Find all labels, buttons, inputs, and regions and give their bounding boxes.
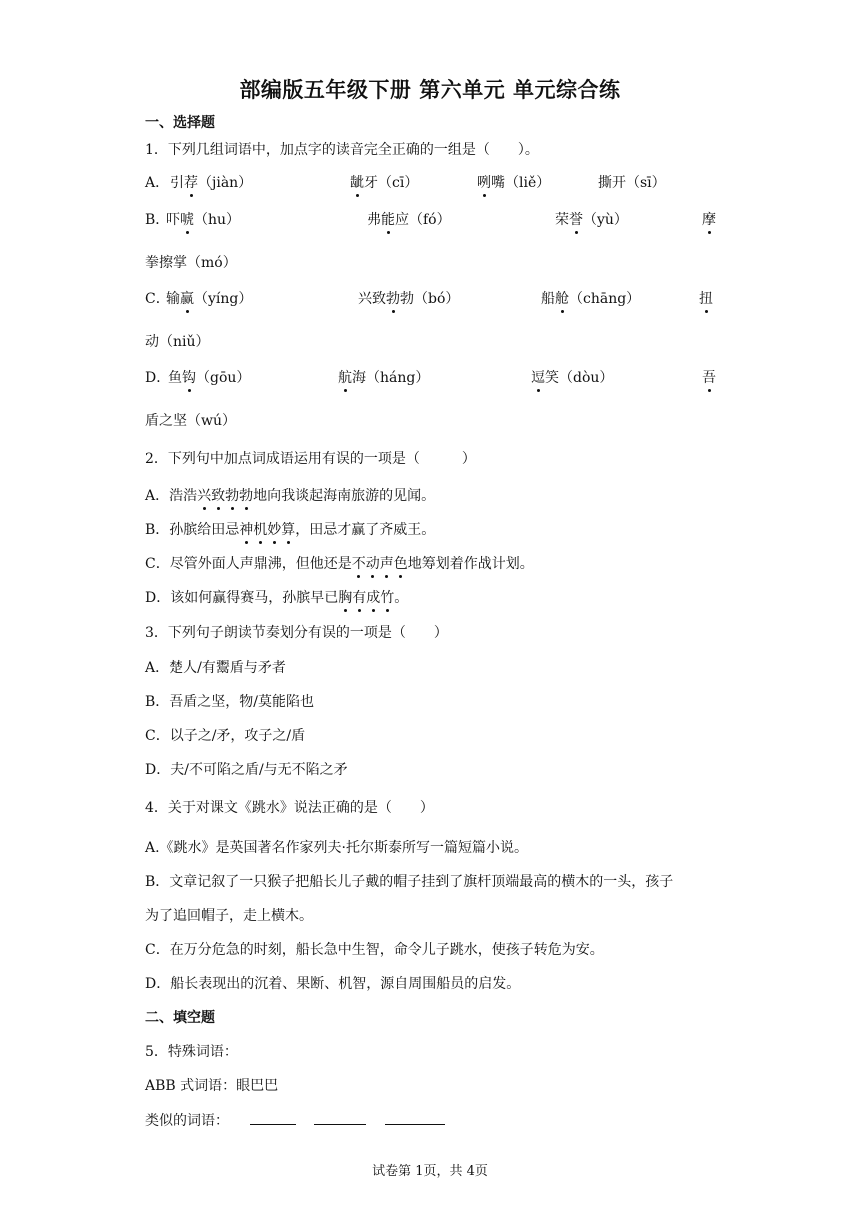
question-5-similar-row (145, 1110, 459, 1131)
option-word: 引荐（jiàn） (170, 175, 253, 191)
dotted-char: 成 (366, 590, 381, 606)
option-word: 龇牙（cī） (350, 175, 419, 191)
dotted-char: 机 (253, 522, 268, 538)
question-2-stem: 2．下列句中加点词成语运用有误的一项是（ ） (145, 451, 476, 467)
dotted-char: 勃 (225, 488, 240, 504)
question-4-option-b-continued: 为了追回帽子，走上横木。 (145, 908, 313, 924)
answer-blank-3[interactable] (385, 1110, 445, 1125)
option-word-continued: 动（niǔ） (145, 334, 210, 350)
option-word (702, 210, 716, 230)
dotted-char: 神 (239, 522, 254, 538)
page-footer: 试卷第 1页，共 4页 (372, 1164, 488, 1179)
option-word-continued: 拳擦掌（mó） (145, 255, 237, 271)
option-word: 兴致勃勃（bó） (358, 291, 460, 307)
option-word: 输赢（yíng） (166, 291, 253, 307)
question-3-stem: 3．下列句子朗读节奏划分有误的一项是（ ） (145, 625, 448, 641)
question-2-option-b: B．孙膑给田忌神机妙算，田忌才赢了齐威王。 (145, 522, 436, 538)
dotted-char: 龇 (350, 175, 364, 191)
answer-blank-2[interactable] (314, 1110, 366, 1125)
dotted-char: 算 (281, 522, 296, 538)
dotted-char: 勃 (239, 488, 254, 504)
dotted-char: 唬 (180, 212, 194, 228)
option-label: C． (145, 291, 170, 307)
option-word (702, 368, 716, 388)
page-title: 部编版五年级下册 第六单元 单元综合练 (239, 78, 621, 102)
section-heading-fill: 二、填空题 (145, 1010, 215, 1026)
dotted-char: 色 (393, 556, 408, 572)
dotted-char: 赢 (180, 291, 194, 307)
question-5-abb: ABB 式词语：眼巴巴 (145, 1078, 279, 1094)
dotted-char: 荐 (184, 175, 198, 191)
question-4-option-c: C．在万分危急的时刻，船长急中生智，命令儿子跳水，使孩子转危为安。 (145, 942, 604, 958)
dotted-char: 钩 (182, 370, 196, 386)
dotted-idiom (197, 488, 253, 504)
dotted-char: 兴 (197, 488, 212, 504)
question-4-option-b: B．文章记叙了一只猴子把船长儿子戴的帽子挂到了旗杆顶端最高的横木的一头，孩子 (145, 874, 674, 890)
dotted-char: 勃 (386, 291, 400, 307)
dotted-char: 胸 (338, 590, 353, 606)
option-word: 逗笑（dòu） (531, 370, 614, 386)
option-word: 撕开（sī） (598, 175, 666, 191)
dotted-idiom (239, 522, 295, 538)
option-word-continued: 盾之坚（wú） (145, 413, 236, 429)
question-1-stem: 1．下列几组词语中，加点字的读音完全正确的一组是（ ）。 (145, 142, 539, 158)
dotted-char: 逗 (531, 370, 545, 386)
question-2-option-a: A．浩浩兴致勃勃地向我谈起海南旅游的见闻。 (145, 488, 436, 504)
question-3-option-b: B．吾盾之坚，物/莫能陷也 (145, 694, 315, 710)
question-2-option-c: C．尽管外面人声鼎沸，但他还是不动声色地筹划着作战计划。 (145, 556, 534, 572)
question-4-option-a: A.《跳水》是英国著名作家列夫·托尔斯泰所写一篇短篇小说。 (145, 840, 529, 856)
option-label: B． (145, 212, 170, 228)
dotted-char: 吾 (702, 370, 716, 386)
question-3-option-d: D．夫/不可陷之盾/与无不陷之矛 (145, 762, 348, 778)
question-3-option-c: C．以子之/矛，攻子之/盾 (145, 728, 306, 744)
dotted-char: 不 (351, 556, 366, 572)
section-heading-choice: 一、选择题 (145, 115, 215, 131)
dotted-char: 舱 (555, 291, 569, 307)
dotted-idiom (338, 590, 394, 606)
option-word: 咧嘴（liě） (477, 175, 551, 191)
option-word: 船舱（chāng） (541, 291, 641, 307)
dotted-char: 咧 (477, 175, 491, 191)
dotted-char: 声 (379, 556, 394, 572)
dotted-char: 航 (338, 370, 352, 386)
question-5-similar-label: 类似的词语： (145, 1113, 229, 1129)
option-word: 荣誉（yù） (555, 212, 628, 228)
option-word: 航海（háng） (338, 370, 430, 386)
question-5-stem: 5．特殊词语： (145, 1044, 238, 1060)
option-word (699, 289, 713, 309)
dotted-char: 扭 (699, 291, 713, 307)
dotted-char: 致 (211, 488, 226, 504)
dotted-idiom (352, 556, 408, 572)
answer-blank-1[interactable] (250, 1110, 296, 1125)
question-2-option-d: D．该如何赢得赛马，孙膑早已胸有成竹。 (145, 590, 409, 606)
dotted-char: 妙 (267, 522, 282, 538)
option-label: A． (145, 175, 170, 191)
option-word: 弗能应（fó） (367, 212, 451, 228)
question-4-option-d: D．船长表现出的沉着、果断、机智，源自周围船员的启发。 (145, 976, 521, 992)
dotted-char: 竹 (380, 590, 395, 606)
dotted-char: 摩 (702, 212, 716, 228)
dotted-char: 誉 (569, 212, 583, 228)
option-label: D． (145, 370, 171, 386)
question-4-stem: 4．关于对课文《跳水》说法正确的是（ ） (145, 800, 434, 816)
question-3-option-a: A．楚人/有鬻盾与矛者 (145, 660, 286, 676)
option-word: 吓唬（hu） (166, 212, 241, 228)
option-word: 鱼钩（gōu） (168, 370, 251, 386)
dotted-char: 动 (365, 556, 380, 572)
dotted-char: 能 (381, 212, 395, 228)
dotted-char: 有 (352, 590, 367, 606)
